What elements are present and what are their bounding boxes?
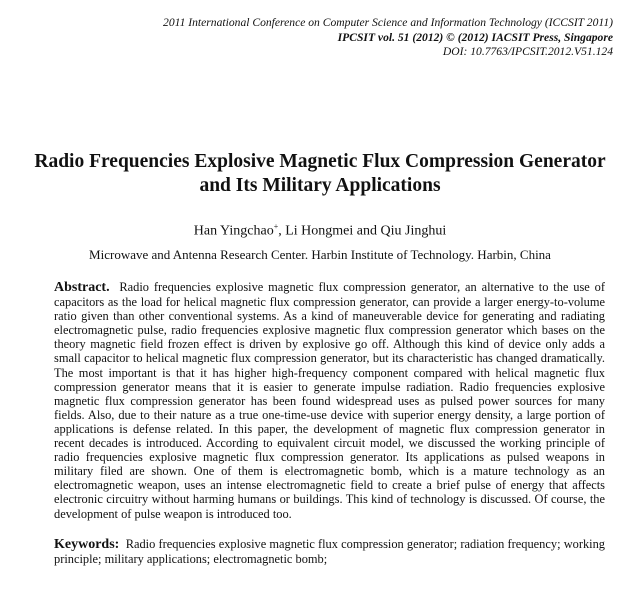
abstract-text: Radio frequencies explosive magnetic flux compression generator, an alternative to the use of capacitors as the load for helical magnetic flux compression generator, can provide a larger energy-to-volume ratio given than other conventional systems. As a kind of maneuverable device for generating and radiating electromagnetic pulse, radio frequencies explosive magnetic flux compression generator which bases on the theory magnetic field frozen effect is driven by explosive go off. Although this kind of device only adds a small capacitor to helical magnetic flux compression generator, but its characteristic has changed dramatically. The most important is that it has higher high-frequency component compared with helical magnetic flux compression generator means that it is easier to generate impulse radiation. Radio frequencies explosive magnetic flux compression generator has been found widespread uses as pulsed power sources for many fields. Also, due to their nature as a true one-time-use device with superior energy density, a large portion of applications is defense related. In this paper, the development of magnetic flux compression generator in recent decades is introduced. According to equivalent circuit model, we discussed the working principle of radio frequencies explosive magnetic flux compression generator. Its applications as pulsed weapons in military filed are shown. One of them is electromagnetic bomb, which is a mature technology as an electromagnetic weapon, uses an intense electromagnetic field to create a brief pulse of energy that affects electronic circuitry without harming humans or buildings. This kind of technology is discussed. Of course, the development of pulse weapon is introduced too. xyxy=(54,280,605,521)
proceedings-volume: IPCSIT vol. 51 (2012) © (2012) IACSIT Press, Singapore xyxy=(337,30,613,44)
conference-name: 2011 International Conference on Computer Science and Information Technology (ICCSIT 2011) xyxy=(163,16,613,29)
affiliation: Microwave and Antenna Research Center. Harbin Institute of Technology. Harbin, China xyxy=(89,247,551,262)
keywords-section xyxy=(54,537,605,567)
corresponding-author-mark: + xyxy=(273,222,279,231)
abstract-label: Abstract. xyxy=(54,280,110,295)
abstract-section xyxy=(54,280,605,521)
conference-header xyxy=(163,16,613,60)
title-line-2: and Its Military Applications xyxy=(199,175,441,196)
author-list xyxy=(0,218,640,240)
first-author: Han Yingchao xyxy=(193,223,274,239)
keywords-text: Radio frequencies explosive magnetic flux compression generator; radiation frequency; working principle; military applications; electromagnetic bomb; xyxy=(54,537,605,567)
doi-line: DOI: 10.7763/IPCSIT.2012.V51.124 xyxy=(442,45,613,58)
keywords-label: Keywords: xyxy=(54,537,120,552)
title-line-1: Radio Frequencies Explosive Magnetic Flux Compression Generator xyxy=(34,151,606,172)
paper-title xyxy=(0,150,640,198)
other-authors: , Li Hongmei and Qiu Jinghui xyxy=(278,223,447,239)
